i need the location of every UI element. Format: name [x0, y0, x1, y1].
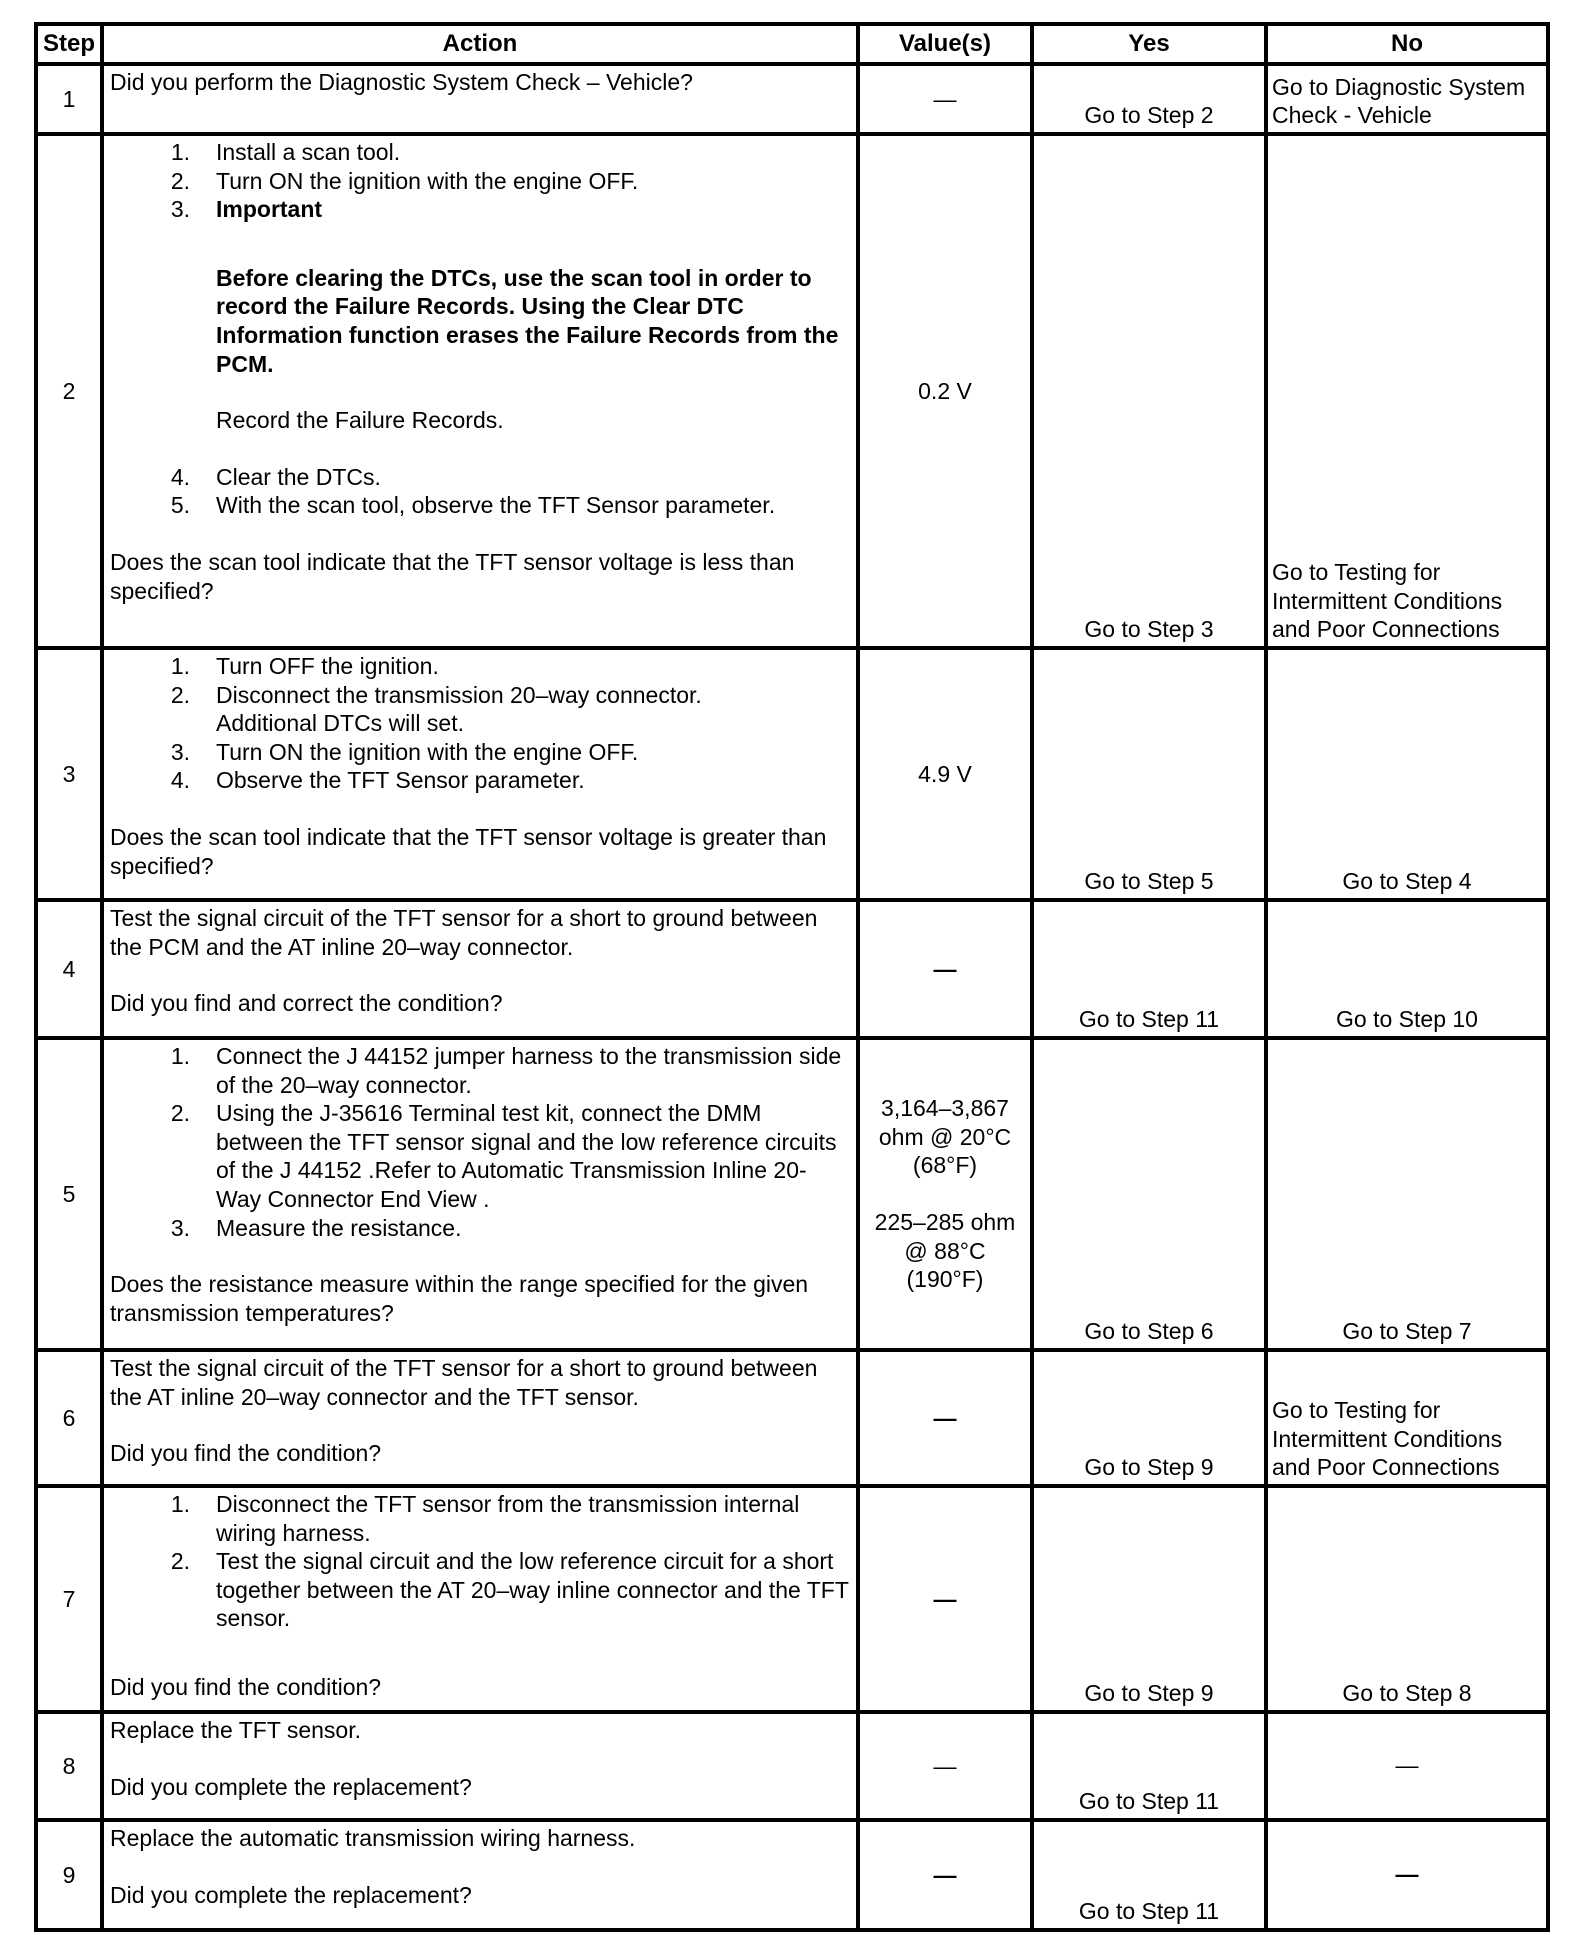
list-number: 1.	[170, 1043, 190, 1069]
important-note: Before clearing the DTCs, use the scan tool in order to record the Failure Records. Using the Clear DTC Information function erases the Failure Records from the PCM.	[216, 264, 839, 377]
list-text: Disconnect the TFT sensor from the transmission internal wiring harness.	[216, 1491, 800, 1546]
list-number: 2.	[170, 681, 190, 708]
table-row	[36, 64, 1548, 134]
value-cell	[858, 1820, 1032, 1930]
yes-cell: Go to Step 11	[1032, 900, 1266, 1038]
list-text: Test the signal circuit and the low reference circuit for a short together between the AT 20–way inline connector and the TFT sensor.	[216, 1548, 849, 1632]
no-cell: Go to Testing for Intermittent Conditions and Poor Connections	[1266, 134, 1548, 648]
list-text: Observe the TFT Sensor parameter.	[216, 767, 585, 794]
value-cell	[858, 1350, 1032, 1486]
list-number: 4.	[170, 767, 190, 794]
list-text: Install a scan tool.	[216, 139, 401, 165]
value-cell	[858, 648, 1032, 900]
action-list	[110, 463, 850, 520]
action-list	[110, 138, 850, 224]
step-number: 2	[36, 134, 102, 648]
important-label: Important	[216, 196, 323, 223]
value-text: 3,164–3,867 ohm @ 20°C (68°F)	[878, 1095, 1012, 1179]
action-list	[110, 652, 850, 795]
value-text: —	[933, 1861, 957, 1888]
action-list	[110, 1490, 850, 1633]
yes-cell: Go to Step 11	[1032, 1820, 1266, 1930]
list-item	[110, 1214, 850, 1243]
list-text: Clear the DTCs.	[216, 463, 381, 490]
no-cell: Go to Step 8	[1266, 1486, 1548, 1712]
value-cell	[858, 1038, 1032, 1350]
yes-cell: Go to Step 11	[1032, 1712, 1266, 1820]
list-item	[110, 738, 850, 767]
value-text: —	[933, 955, 957, 982]
list-number: 3.	[170, 1214, 190, 1241]
list-number: 3.	[170, 738, 190, 765]
list-text: Turn OFF the ignition.	[216, 653, 439, 679]
list-item	[110, 1547, 850, 1633]
no-cell: Go to Step 4	[1266, 648, 1548, 900]
list-text: Measure the resistance.	[216, 1214, 462, 1241]
list-item	[110, 652, 850, 681]
action-cell	[102, 1820, 858, 1930]
question-text: Did you find the condition?	[110, 1673, 382, 1700]
diagnostic-table	[34, 22, 1550, 1932]
header-no: No	[1266, 24, 1548, 64]
header-action: Action	[102, 24, 858, 64]
yes-cell: Go to Step 9	[1032, 1486, 1266, 1712]
list-text: Using the J-35616 Terminal test kit, connect the DMM between the TFT sensor signal and the low reference circuits of the J 44152 .Refer to Automatic Transmission Inline 20-Way Connector End View .	[216, 1100, 837, 1212]
action-cell	[102, 1712, 858, 1820]
question-text: Does the scan tool indicate that the TFT sensor voltage is less than specified?	[110, 548, 795, 604]
question-text: Did you perform the Diagnostic System Check – Vehicle?	[110, 69, 693, 95]
yes-cell: Go to Step 3	[1032, 134, 1266, 648]
header-yes: Yes	[1032, 24, 1266, 64]
value-text: —	[933, 1585, 957, 1612]
step-number: 4	[36, 900, 102, 1038]
yes-cell: Go to Step 6	[1032, 1038, 1266, 1350]
header-row	[36, 24, 1548, 64]
step-number: 8	[36, 1712, 102, 1820]
value-cell	[858, 134, 1032, 648]
table-row	[36, 134, 1548, 648]
list-item	[110, 167, 850, 196]
action-cell	[102, 900, 858, 1038]
list-number: 2.	[170, 1100, 190, 1127]
question-text: Did you complete the replacement?	[110, 1881, 472, 1908]
action-text: Test the signal circuit of the TFT sensor for a short to ground between the PCM and the AT inline 20–way connector.	[110, 905, 818, 960]
list-number: 1.	[170, 653, 190, 679]
table-row	[36, 1820, 1548, 1930]
list-number: 1.	[170, 139, 190, 165]
yes-cell: Go to Step 2	[1032, 64, 1266, 134]
list-number: 3.	[170, 196, 190, 223]
list-text: Disconnect the transmission 20–way connector. Additional DTCs will set.	[216, 681, 702, 737]
action-cell	[102, 134, 858, 648]
action-cell	[102, 1350, 858, 1486]
table-row	[36, 1038, 1548, 1350]
list-item	[110, 681, 850, 738]
action-text: Replace the automatic transmission wiring harness.	[110, 1825, 636, 1851]
list-text: With the scan tool, observe the TFT Sensor parameter.	[216, 492, 776, 519]
list-number: 2.	[170, 167, 190, 194]
table-row	[36, 900, 1548, 1038]
list-item	[110, 491, 850, 520]
table-row	[36, 1486, 1548, 1712]
value-text: 225–285 ohm @ 88°C (190°F)	[874, 1209, 1016, 1293]
action-cell	[102, 64, 858, 134]
list-number: 2.	[170, 1548, 190, 1575]
list-item	[110, 1042, 850, 1099]
table-row	[36, 648, 1548, 900]
value-cell	[858, 900, 1032, 1038]
question-text: Did you find the condition?	[110, 1440, 382, 1467]
action-text: Replace the TFT sensor.	[110, 1717, 362, 1743]
action-cell	[102, 648, 858, 900]
value-cell	[858, 64, 1032, 134]
step-number: 9	[36, 1820, 102, 1930]
no-cell: Go to Step 10	[1266, 900, 1548, 1038]
list-item	[110, 463, 850, 492]
list-number: 4.	[170, 463, 190, 490]
value-text: 0.2 V	[918, 377, 972, 404]
step-number: 6	[36, 1350, 102, 1486]
step-number: 5	[36, 1038, 102, 1350]
value-text: —	[933, 1404, 957, 1431]
yes-cell: Go to Step 9	[1032, 1350, 1266, 1486]
yes-cell: Go to Step 5	[1032, 648, 1266, 900]
action-text: Test the signal circuit of the TFT sensor for a short to ground between the AT inline 20–way connector and the TFT sensor.	[110, 1355, 818, 1410]
value-text: —	[933, 85, 957, 112]
no-cell: —	[1266, 1820, 1548, 1930]
action-cell	[102, 1486, 858, 1712]
step-number: 3	[36, 648, 102, 900]
list-item	[110, 766, 850, 795]
value-text: 4.9 V	[918, 760, 972, 787]
list-item	[110, 195, 850, 224]
record-note: Record the Failure Records.	[216, 407, 504, 434]
list-item	[110, 138, 850, 167]
question-text: Did you find and correct the condition?	[110, 990, 503, 1017]
list-item	[110, 1099, 850, 1213]
step-number: 7	[36, 1486, 102, 1712]
header-values: Value(s)	[858, 24, 1032, 64]
action-cell	[102, 1038, 858, 1350]
value-text: —	[933, 1752, 957, 1779]
value-cell	[858, 1486, 1032, 1712]
list-text: Turn ON the ignition with the engine OFF.	[216, 738, 639, 765]
value-cell	[858, 1712, 1032, 1820]
header-step: Step	[36, 24, 102, 64]
list-text: Connect the J 44152 jumper harness to the transmission side of the 20–way connector.	[216, 1043, 842, 1098]
no-cell: Go to Testing for Intermittent Conditions and Poor Connections	[1266, 1350, 1548, 1486]
step-number: 1	[36, 64, 102, 134]
table-row	[36, 1350, 1548, 1486]
question-text: Does the scan tool indicate that the TFT sensor voltage is greater than specified?	[110, 823, 827, 879]
question-text: Does the resistance measure within the range specified for the given transmission temperatures?	[110, 1271, 809, 1326]
question-text: Did you complete the replacement?	[110, 1773, 472, 1800]
no-cell: Go to Diagnostic System Check - Vehicle	[1266, 64, 1548, 134]
no-cell: Go to Step 7	[1266, 1038, 1548, 1350]
table-row	[36, 1712, 1548, 1820]
list-item	[110, 1490, 850, 1547]
list-number: 5.	[170, 492, 190, 519]
list-number: 1.	[170, 1491, 190, 1517]
no-cell: —	[1266, 1712, 1548, 1820]
action-list	[110, 1042, 850, 1242]
list-text: Turn ON the ignition with the engine OFF.	[216, 167, 639, 194]
